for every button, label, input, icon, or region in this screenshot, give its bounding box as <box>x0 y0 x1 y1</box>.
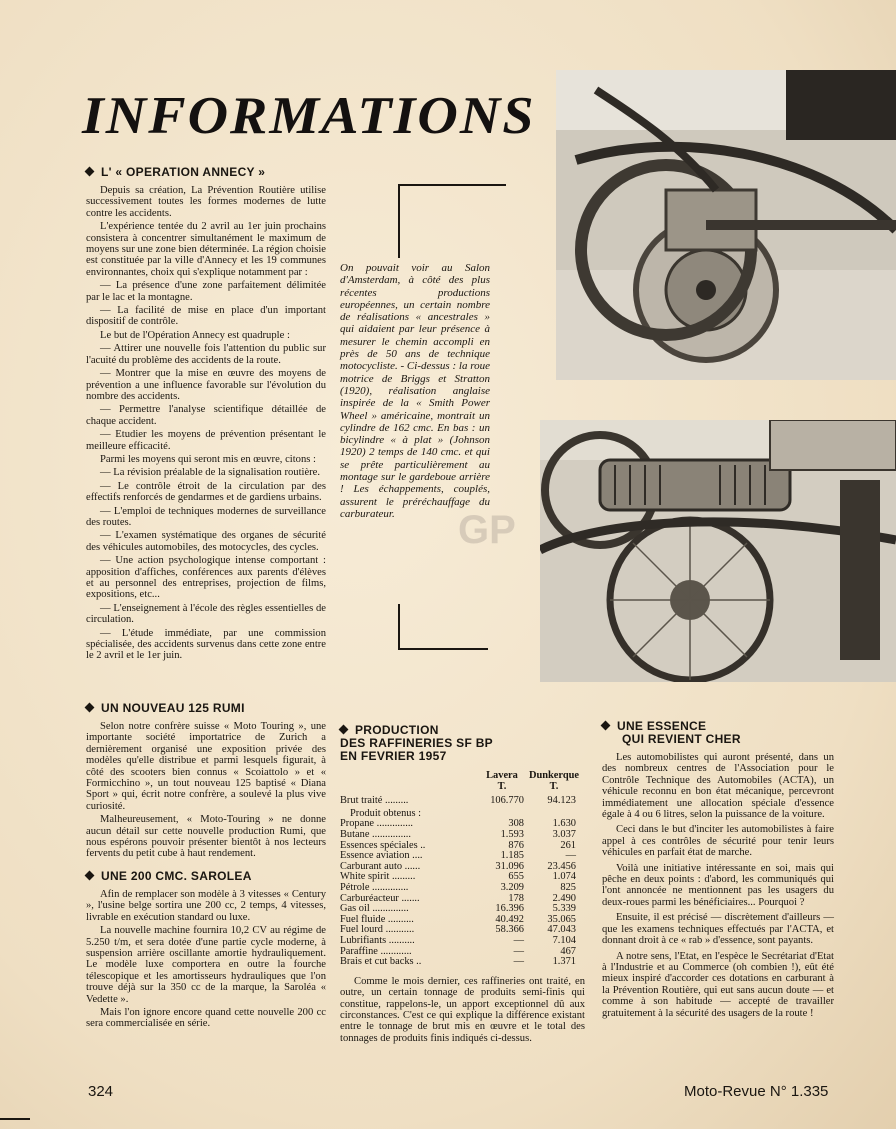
row-value-lavera: 1.185 <box>500 850 524 862</box>
row-value-lavera: 58.366 <box>495 924 524 936</box>
production-article <box>340 718 585 1046</box>
row-value-lavera: — <box>513 945 524 957</box>
paragraph: L'expérience tentée du 2 avril au 1er juin prochains consistera à concentrer simultanément le maximum de moyens sur une zone bien déterminée. La région choisie est constituée par la ville d'Annecy et les 19 communes environnantes, choix qui s'explique notamment par : <box>86 221 326 278</box>
row-value-dunkerque: 261 <box>560 839 576 851</box>
production-heading-line3: EN FEVRIER 1957 <box>340 749 447 763</box>
row-value-lavera: 178 <box>508 892 524 904</box>
paragraph: Afin de remplacer son modèle à 3 vitesses « Century », l'usine belge sortira une 200 cc, 2 temps, 4 vitesses, livrable en exécution standard ou luxe. <box>86 888 326 923</box>
annecy-body <box>86 185 326 662</box>
diamond-bullet-icon <box>85 167 95 177</box>
row-label: Gas oil .............. <box>340 903 409 915</box>
paragraph: — L'étude immédiate, par une commission spécialisée, des accidents survenus dans cette zone entre le 2 avril et le 1er juin. <box>86 627 326 662</box>
paragraph: Voilà une initiative intéressante en soi, mais qui pêche en deux points : d'abord, les communiqués qui l'ont annoncée ne mentionnent pas les usagers du deux-roues parmi les bénéficiaires... Pourquoi ? <box>602 862 834 908</box>
row-value-dunkerque: 35.065 <box>547 913 576 925</box>
annecy-article <box>86 160 326 664</box>
row-value-lavera: 876 <box>508 839 524 851</box>
flat-twin-engine-photo <box>540 420 896 682</box>
row-value-lavera: 3.209 <box>500 881 524 893</box>
motor-wheel-photo <box>556 70 896 380</box>
paragraph: — La révision préalable de la signalisation routière. <box>100 467 321 479</box>
essence-heading <box>602 720 834 746</box>
row-value-dunkerque: 825 <box>560 881 576 893</box>
production-note: Comme le mois dernier, ces raffineries ont traité, en outre, un certain tonnage de produits semi-finis qui constitue, rappelons-le, un apport exceptionnel dû aux circonstances. C'est ce qui explique la différence existant entre le tonnage de brut mis en œuvre et le total des tonnages de produits finis indiqués ci-dessus. <box>340 975 585 1044</box>
essence-article <box>602 714 834 1021</box>
footer-left-rule <box>0 1118 30 1120</box>
production-heading-line2: DES RAFFINERIES SF BP <box>340 736 493 750</box>
col-header-lavera <box>476 771 528 796</box>
rumi-heading-text: UN NOUVEAU 125 RUMI <box>101 701 245 715</box>
annecy-heading-text: L' « OPERATION ANNECY » <box>101 165 266 179</box>
paragraph: Ceci dans le but d'inciter les automobilistes à faire appel à ces contrôles de sécurité pour tenir leurs véhicules en parfait état de marche. <box>602 824 834 859</box>
page-number: 324 <box>88 1083 114 1100</box>
row-value-dunkerque: 1.630 <box>552 818 576 830</box>
table-row <box>340 796 580 807</box>
caption-bracket-bottom <box>398 604 400 648</box>
diamond-bullet-icon <box>85 703 95 713</box>
row-value-lavera: 1.593 <box>500 828 524 840</box>
row-value-dunkerque: 7.104 <box>552 934 576 946</box>
sarolea-heading <box>86 870 326 883</box>
row-value-lavera: 16.396 <box>495 903 524 915</box>
row-value-dunkerque: — <box>565 850 576 862</box>
row-label: Fuel lourd ........... <box>340 924 415 936</box>
table-row <box>340 830 580 841</box>
table-row <box>340 936 580 947</box>
production-heading-line1: PRODUCTION <box>355 723 439 737</box>
row-label: Paraffine ............ <box>340 945 412 957</box>
caption-bracket-top <box>398 184 506 186</box>
col-header-lavera-name: Lavera <box>486 770 518 781</box>
row-value-dunkerque: 2.490 <box>552 892 576 904</box>
paragraph: Le but de l'Opération Annecy est quadruple : <box>100 329 290 341</box>
paragraph: Parmi les moyens qui seront mis en œuvre, citons : <box>100 453 316 465</box>
page-title: INFORMATIONS <box>82 86 536 146</box>
flat-twin-illustration <box>540 420 896 682</box>
rumi-article <box>86 696 326 1032</box>
table-header-spacer <box>340 771 476 796</box>
row-value-dunkerque: 3.037 <box>552 828 576 840</box>
row-sublabel: Produit obtenus : <box>350 807 422 819</box>
col-header-lavera-unit: T. <box>497 780 507 792</box>
row-value-dunkerque: 1.371 <box>552 956 576 968</box>
row-label: Brut traité ......... <box>340 795 409 807</box>
paragraph: — L'emploi de techniques modernes de surveillance des routes. <box>86 505 326 528</box>
col-header-dunkerque-unit: T. <box>549 780 559 792</box>
paragraph: A notre sens, l'Etat, en l'espèce le Secrétariat d'Etat à l'Industrie et au Commerce (oh combien !), eût été mieux inspiré d'accorder ces dotations en carburant à la Prévention Routière, qui eut sans aucun doute — et comme à son habitude — accepté de travailler gratuitement à la sécurité des usagers de la route ! <box>602 950 834 1019</box>
photo-caption: On pouvait voir au Salon d'Amsterdam, à côté des plus récentes productions européennes, un certain nombre de réalisations « ancestrales » qui aidaient par leur présence à mesurer le chemin accompli en près de 50 ans de technique motocycliste. - Ci-dessus : la roue motrice de Briggs et Stratton (1920), réalisation anglaise inspirée de la « Smith Power Wheel » américaine, montrait un cylindre de 162 cmc. En bas : un bicylindre « à plat » (Johnson 1920) 2 temps de 140 cmc. et qui se prête particulièrement au montage sur le gardeboue arrière ! Les échappements, couplés, assurent le préréchauffage du carburateur. <box>340 262 490 520</box>
row-label: Lubrifiants .......... <box>340 934 415 946</box>
table-row <box>340 883 580 894</box>
essence-heading-line2: QUI REVIENT CHER <box>622 732 741 746</box>
paragraph: Les automobilistes qui auront présenté, dans un des nombreux centres de l'Association pour le Contrôle Technique des Automobiles (ACTA), un véhicule reconnu en bon état mécanique, percevront immédiatement une allocation spéciale d'essence égale à 4 ou 6 litres, selon la puissance de la voiture. <box>602 752 834 821</box>
paragraph: — Permettre l'analyse scientifique détaillée de chaque accident. <box>86 404 326 427</box>
paragraph: — Montrer que la mise en œuvre des moyens de prévention a une influence favorable sur l'évolution du nombre des accidents. <box>86 368 326 402</box>
row-label: Carburant auto ...... <box>340 860 421 872</box>
row-label: Brais et cut backs .. <box>340 956 422 968</box>
row-value-lavera: 308 <box>508 818 524 830</box>
paragraph: — Attirer une nouvelle fois l'attention du public sur l'acuité du problème des accidents de la route. <box>86 343 326 366</box>
row-label: Butane ............... <box>340 828 411 840</box>
paragraph: — L'examen systématique des organes de sécurité des véhicules automobiles, des motocycles, des cycles. <box>86 530 326 553</box>
motor-wheel-illustration <box>556 70 896 380</box>
paragraph: — La facilité de mise en place d'un important dispositif de contrôle. <box>86 305 326 328</box>
rumi-heading <box>86 702 326 715</box>
row-value-lavera: — <box>513 934 524 946</box>
production-heading <box>340 724 585 763</box>
row-value-dunkerque: 467 <box>560 945 576 957</box>
annecy-heading <box>86 166 326 179</box>
paragraph: — Une action psychologique intense comportant : apposition d'affiches, conférences aux parents d'élèves et au personnel des entreprises, projection de films, expositions, etc... <box>86 555 326 601</box>
row-value-dunkerque: 23.456 <box>547 860 576 872</box>
row-value-lavera: 106.770 <box>490 795 524 807</box>
row-value-lavera: — <box>513 956 524 968</box>
table-header-row <box>340 771 580 796</box>
row-label: Fuel fluide .......... <box>340 913 414 925</box>
row-label: Carburéacteur ....... <box>340 892 420 904</box>
essence-heading-line1: UNE ESSENCE <box>617 719 707 733</box>
magazine-issue: Moto-Revue N° 1.335 <box>684 1083 829 1100</box>
paragraph: — L'enseignement à l'école des règles essentielles de circulation. <box>86 602 326 626</box>
row-value-lavera: 655 <box>508 871 524 883</box>
col-header-dunkerque-name: Dunkerque <box>528 770 580 781</box>
diamond-bullet-icon <box>339 725 349 735</box>
paragraph: Ensuite, il est précisé — discrètement d'ailleurs — que les examens techniques effectués par l'ACTA, et donnant droit à ce « rab » d'essence, sont payants. <box>602 912 834 947</box>
paragraph: Selon notre confrère suisse « Moto Touring », une importante société importatrice de Zurich a dernièrement organisé une exposition privée des modèles qu'elle distribue et parmi lesquels figurait, à côté des scooters bien connus « Scoiattolo » et « Formicchino », un tout nouveau 125 baptisé « Diana Sport » qui, écrit notre confrère, a soulevé la plus vive curiosité. <box>86 721 326 812</box>
row-value-dunkerque: 94.123 <box>547 795 576 807</box>
paragraph: La nouvelle machine fournira 10,2 CV au régime de 5.250 t/m, et sera dotée d'une partie cycle moderne, à suspension arrière oscillante amortie hydrauliquement. Le modèle luxe comportera en outre la fourche télescopique et les amortisseurs hydrauliques que l'on trouve déjà sur la 350 cc de la marque, la Saroléa « Vedette ». <box>86 925 326 1005</box>
paragraph: Mais l'on ignore encore quand cette nouvelle 200 cc sera commercialisée en série. <box>86 1006 326 1030</box>
diamond-bullet-icon <box>601 721 611 731</box>
row-value-dunkerque: 5.339 <box>552 903 576 915</box>
col-header-dunkerque <box>528 771 580 796</box>
table-row <box>340 957 580 968</box>
row-value-lavera: 31.096 <box>495 860 524 872</box>
row-label: Propane .............. <box>340 818 414 830</box>
caption-bracket-bottom-line <box>398 648 488 650</box>
diamond-bullet-icon <box>85 870 95 880</box>
row-value-dunkerque: 47.043 <box>547 924 576 936</box>
row-label: Pétrole .............. <box>340 881 409 893</box>
paragraph: Depuis sa création, La Prévention Routière utilise successivement toutes les formes modernes de lutte contre les accidents. <box>86 185 326 219</box>
row-value-dunkerque: 1.074 <box>552 871 576 883</box>
paragraph: — La présence d'une zone parfaitement délimitée par le lac et la montagne. <box>86 280 326 303</box>
row-value-lavera: 40.492 <box>495 913 524 925</box>
row-label: Essences spéciales .. <box>340 839 426 851</box>
paragraph: Malheureusement, « Moto-Touring » ne donne aucun détail sur cette nouvelle production Rumi, que nous espérons pouvoir présenter bientôt à nos lecteurs fervents du petit cube à haut rendement. <box>86 814 326 860</box>
paragraph: — Etudier les moyens de prévention présentant le meilleure efficacité. <box>86 429 326 452</box>
production-table <box>340 771 580 968</box>
production-rows <box>340 819 580 967</box>
sarolea-heading-text: UNE 200 CMC. SAROLEA <box>101 868 252 883</box>
caption-bracket-side <box>398 184 400 258</box>
row-label: White spirit ......... <box>340 871 416 883</box>
watermark: GP <box>458 508 516 552</box>
row-label: Essence aviation .... <box>340 850 423 862</box>
paragraph: — Le contrôle étroit de la circulation par des effectifs renforcés de gendarmes et de gardiens urbains. <box>86 480 326 504</box>
